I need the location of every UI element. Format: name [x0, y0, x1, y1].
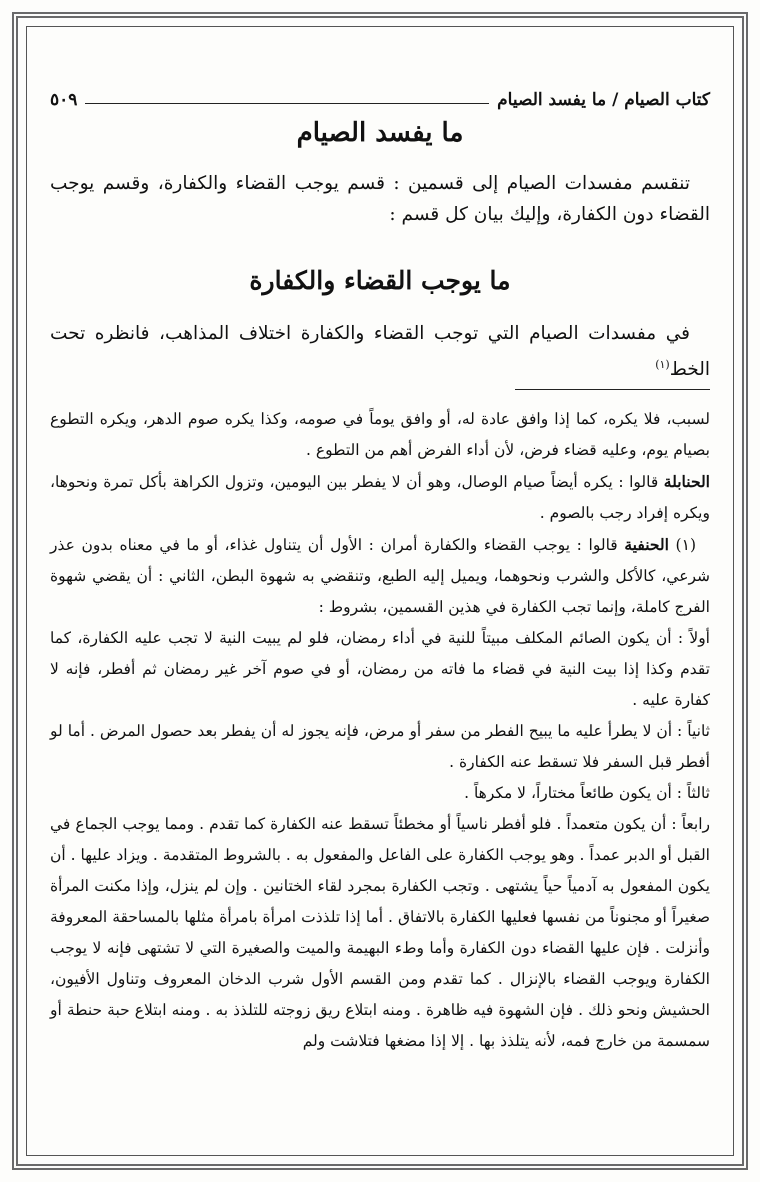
- footnote-ref[interactable]: (١): [655, 358, 670, 371]
- header-rule: [85, 103, 489, 104]
- condition-first: أولاً : أن يكون الصائم المكلف مبيتاً للنية في أداء رمضان، فلو لم يبيت النية لا تجب عليه الكفارة، كما تقدم وكذا إذا بيت النية في قضاء ما فاته من رمضان، أو في صوم آخر غير رمضان ثم أفطر، فإنه لا كفارة عليه .: [50, 629, 710, 709]
- running-title: كتاب الصيام / ما يفسد الصيام: [497, 90, 710, 110]
- intro-paragraph: [50, 168, 710, 230]
- hanafiyya-text: قالوا : يوجب القضاء والكفارة أمران : الأول أن يتناول غذاء، أو ما في معناه بدون عذر شرعي، كالأكل والشرب ونحوهما، ويميل إليه الطبع، وتنقضي به شهوة البطن، الثاني : أن يقضي شهوة الفرج كاملة، وإنما تجب الكفارة في هذين القسمين، بشروط :: [50, 536, 710, 616]
- footnote-separator: [515, 389, 710, 390]
- hanabila-text: قالوا : يكره أيضاً صيام الوصال، وهو أن لا يفطر بين اليومين، وتزول الكراهة بأكل تمرة ونحوها، ويكره إفراد رجب بالصوم .: [50, 473, 710, 522]
- condition-second: ثانياً : أن لا يطرأ عليه ما يبيح الفطر من سفر أو مرض، فإنه يجوز له أن يفطر بعد حصول المرض . أما لو أفطر قبل السفر فلا تسقط عنه الكفارة .: [50, 722, 710, 771]
- madhab-text: في مفسدات الصيام التي توجب القضاء والكفارة اختلاف المذاهب، فانظره تحت الخط: [50, 323, 710, 381]
- hanabila-label: الحنابلة: [663, 472, 710, 491]
- section-title-qada-and-kaffara: ما يوجب القضاء والكفارة: [249, 266, 511, 295]
- footnote-paragraph-1: لسبب، فلا يكره، كما إذا وافق عادة له، أو وافق يوماً في صومه، وكذا يكره صوم الدهر، ويكره التطوع بصيام يوم، وعليه قضاء فرض، لأن أداء الفرض أهم من التطوع .: [50, 410, 710, 459]
- madhab-paragraph: [50, 318, 710, 385]
- hanafiyya-label: الحنفية: [624, 535, 669, 554]
- page-number: ٥٠٩: [50, 90, 78, 110]
- running-header: [50, 80, 710, 110]
- footnote-paragraph-hanabila: [50, 466, 710, 529]
- condition-fourth: رابعاً : أن يكون متعمداً . فلو أفطر ناسياً أو مخطئاً تسقط عنه الكفارة كما تقدم . ومما يوجب الجماع في القبل أو الدبر عمداً . وهو يوجب الكفارة على الفاعل والمفعول به . بالشروط المتقدمة . ويزاد عليها . أن يكون المفعول به آدمياً حياً يشتهى . وتجب الكفارة بمجرد لقاء الختانين . وإن لم ينزل، وإذا مكنت المرأة صغيراً أو مجنوناً من نفسها فعليها الكفارة بالاتفاق . أما إذا تلذذت امرأة بامرأة مثلها بالمساحقة المعروفة وأنزلت . فإن عليها القضاء دون الكفارة وأما وطء البهيمة والميت والصغيرة التي لا تشتهى فإنه لا يوجب الكفارة ويوجب القضاء بالإنزال . كما تقدم ومن القسم الأول شرب الدخان المعروف وتناول الأفيون، الحشيش ونحو ذلك . فإن الشهوة فيه ظاهرة . ومنه ابتلاع ريق زوجته للتلذذ به . ومنه ابتلاع حبة حنطة أو سمسمة من خارج فمه، لأنه يتلذذ بها . إلا إذا مضغها فتلاشت ولم: [50, 815, 710, 1050]
- footnote-paragraph-hanafiyya: [50, 529, 710, 623]
- footnotes: [50, 404, 710, 1057]
- intro-text: تنقسم مفسدات الصيام إلى قسمين : قسم يوجب القضاء والكفارة، وقسم يوجب القضاء دون الكفارة، وإليك بيان كل قسم :: [50, 173, 710, 225]
- condition-third: ثالثاً : أن يكون طائعاً مختاراً، لا مكرهاً .: [464, 784, 710, 802]
- section-title-what-invalidates-fasting: ما يفسد الصيام: [296, 118, 464, 148]
- footnote-number: (١): [668, 536, 696, 554]
